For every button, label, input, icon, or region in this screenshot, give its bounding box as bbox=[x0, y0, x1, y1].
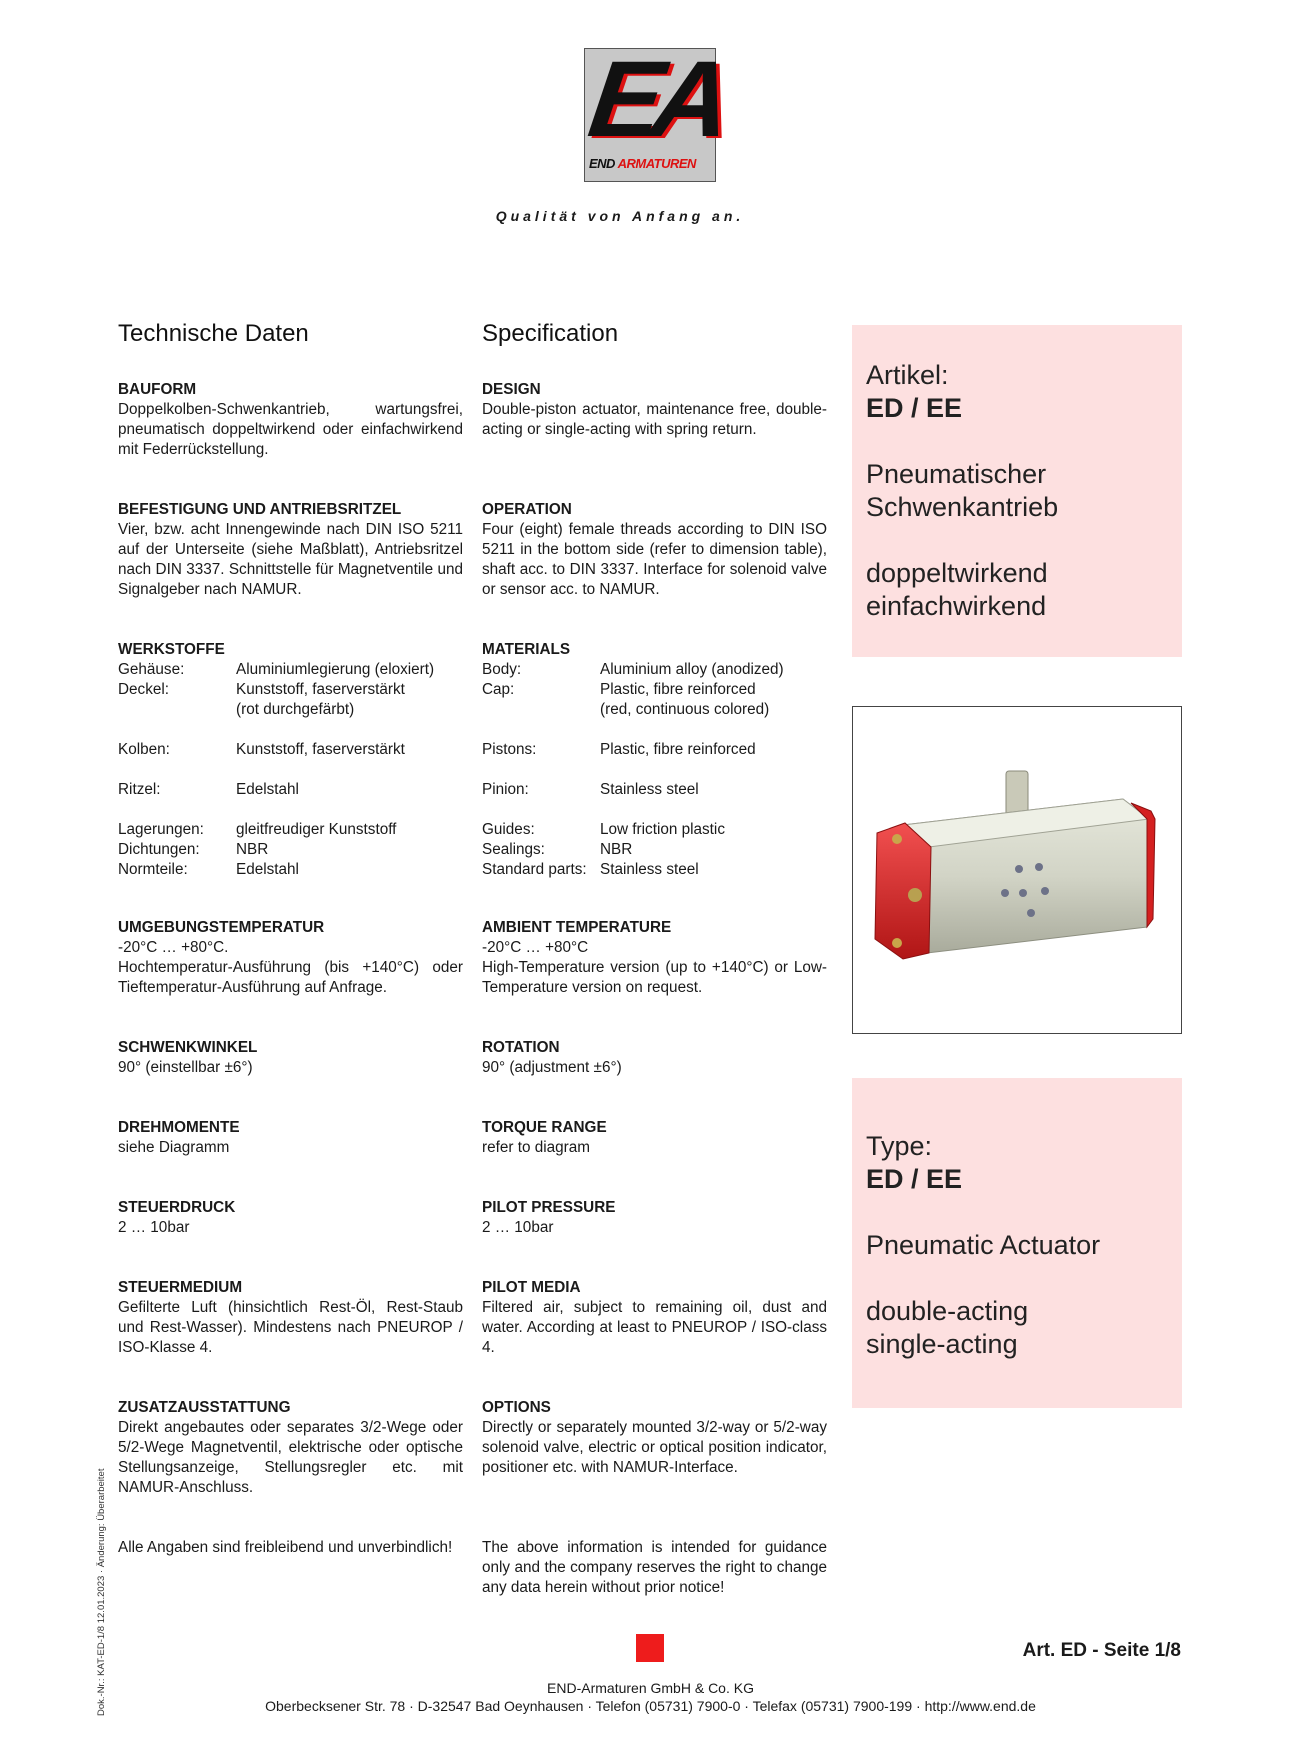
material-row: Lagerungen: gleitfreudiger Kunststoff bbox=[118, 821, 397, 838]
product-name: Pneumatic Actuator bbox=[866, 1230, 1101, 1260]
temp-range: -20°C … +80°C bbox=[482, 939, 589, 956]
disclaimer-de: Alle Angaben sind freibleibend und unverbindlich! bbox=[118, 1539, 453, 1556]
section-text: 2 … 10bar bbox=[482, 1219, 554, 1236]
section-design-en bbox=[482, 380, 827, 440]
section-temperature-de bbox=[118, 918, 463, 998]
section-operation-de bbox=[118, 500, 463, 600]
logo-letters: EA bbox=[582, 38, 730, 159]
section-torque-de bbox=[118, 1118, 463, 1158]
material-row: Ritzel: Edelstahl bbox=[118, 781, 299, 798]
company-logo bbox=[582, 38, 730, 182]
section-title: ROTATION bbox=[482, 1039, 560, 1056]
material-row: Body: Aluminium alloy (anodized) bbox=[482, 661, 784, 678]
article-label: Artikel: bbox=[866, 360, 949, 390]
document-number: Dok.-Nr.: KAT-ED-1/8 12.01.2023 · Änderung: Überarbeitet bbox=[96, 1468, 107, 1716]
page-info: Art. ED - Seite 1/8 bbox=[1022, 1640, 1181, 1661]
section-title: UMGEBUNGSTEMPERATUR bbox=[118, 919, 325, 936]
section-design-de bbox=[118, 380, 463, 460]
section-pressure-de bbox=[118, 1198, 463, 1238]
actuator-illustration bbox=[853, 707, 1181, 1033]
material-row: Pinion: Stainless steel bbox=[482, 781, 699, 798]
section-materials-en bbox=[482, 640, 827, 880]
type-label: Type: bbox=[866, 1131, 933, 1161]
section-text: 90° (adjustment ±6°) bbox=[482, 1059, 622, 1076]
section-text: Hochtemperatur-Ausführung (bis +140°C) oder Tieftemperatur-Ausführung auf Anfrage. bbox=[118, 959, 463, 996]
section-text: Gefilterte Luft (hinsichtlich Rest-Öl, Rest-Staub und Rest-Wasser). Mindestens nach PNEUROP / ISO-Klasse 4. bbox=[118, 1299, 463, 1356]
section-text: Directly or separately mounted 3/2-way or 5/2-way solenoid valve, electric or optical position indicator, positioner etc. with NAMUR-Interface. bbox=[482, 1419, 827, 1476]
material-row: (red, continuous colored) bbox=[600, 701, 770, 718]
type-model: ED / EE bbox=[866, 1164, 963, 1194]
product-image bbox=[852, 706, 1182, 1034]
section-rotation-de bbox=[118, 1038, 463, 1078]
tagline: Qualität von Anfang an. bbox=[495, 208, 745, 224]
material-row: Sealings: NBR bbox=[482, 841, 633, 858]
section-text: Doppelkolben-Schwenkantrieb, wartungsfrei, pneumatisch doppeltwirkend oder einfachwirkend mit Federrückstellung. bbox=[118, 401, 463, 458]
material-row: Guides: Low friction plastic bbox=[482, 821, 725, 838]
section-temperature-en bbox=[482, 918, 827, 998]
section-pressure-en bbox=[482, 1198, 827, 1238]
section-title: OPERATION bbox=[482, 501, 572, 518]
heading-en: Specification bbox=[482, 320, 619, 347]
section-title: SCHWENKWINKEL bbox=[118, 1039, 258, 1056]
mode-double: double-acting bbox=[866, 1296, 1029, 1326]
material-row: Deckel: Kunststoff, faserverstärkt bbox=[118, 681, 405, 698]
section-title: AMBIENT TEMPERATURE bbox=[482, 919, 672, 936]
section-text: Filtered air, subject to remaining oil, dust and water. According at least to PNEUROP / ISO-class 4. bbox=[482, 1299, 827, 1356]
section-options-en bbox=[482, 1398, 827, 1478]
section-text: Four (eight) female threads according to DIN ISO 5211 in the bottom side (refer to dimension table), shaft acc. to DIN 3337. Interface for solenoid valve or sensor acc. to NAMUR. bbox=[482, 521, 827, 598]
section-text: Double-piston actuator, maintenance free, double-acting or single-acting with spring return. bbox=[482, 401, 827, 438]
section-text: 90° (einstellbar ±6°) bbox=[118, 1059, 253, 1076]
section-materials-de bbox=[118, 640, 463, 880]
section-title: DREHMOMENTE bbox=[118, 1119, 240, 1136]
logo-brand-end: END bbox=[589, 156, 615, 171]
section-media-en bbox=[482, 1278, 827, 1358]
material-row: Dichtungen: NBR bbox=[118, 841, 269, 858]
product-name-line1: Pneumatischer bbox=[866, 459, 1047, 489]
section-title: BEFESTIGUNG UND ANTRIEBSRITZEL bbox=[118, 501, 402, 518]
company-name: END-Armaturen GmbH & Co. KG bbox=[547, 1680, 754, 1696]
material-row: Cap: Plastic, fibre reinforced bbox=[482, 681, 756, 698]
section-rotation-en bbox=[482, 1038, 827, 1078]
section-title: BAUFORM bbox=[118, 381, 197, 398]
section-title: ZUSATZAUSSTATTUNG bbox=[118, 1399, 291, 1416]
logo-brand bbox=[589, 156, 696, 171]
material-row: Pistons: Plastic, fibre reinforced bbox=[482, 741, 756, 758]
section-text: siehe Diagramm bbox=[118, 1139, 230, 1156]
material-row: Standard parts: Stainless steel bbox=[482, 861, 699, 878]
section-title: STEUERMEDIUM bbox=[118, 1279, 243, 1296]
section-title: PILOT MEDIA bbox=[482, 1279, 581, 1296]
material-row: Gehäuse: Aluminiumlegierung (eloxiert) bbox=[118, 661, 435, 678]
material-row: (rot durchgefärbt) bbox=[236, 701, 355, 718]
article-box-en bbox=[852, 1078, 1182, 1408]
section-media-de bbox=[118, 1278, 463, 1358]
product-name-line2: Schwenkantrieb bbox=[866, 492, 1059, 522]
section-title: MATERIALS bbox=[482, 641, 571, 658]
section-title: OPTIONS bbox=[482, 1399, 551, 1416]
disclaimer-en: The above information is intended for guidance only and the company reserves the right to change any data herein without prior notice! bbox=[482, 1539, 827, 1596]
article-box-de bbox=[852, 325, 1182, 657]
mode-single: einfachwirkend bbox=[866, 591, 1047, 621]
company-address: Oberbecksener Str. 78 · D-32547 Bad Oeynhausen · Telefon (05731) 7900-0 · Telefax (05731) 7900-199 · http://www.end.de bbox=[265, 1698, 1036, 1714]
red-square-mark bbox=[636, 1634, 664, 1662]
section-title: WERKSTOFFE bbox=[118, 641, 225, 658]
section-title: DESIGN bbox=[482, 381, 541, 398]
heading-de: Technische Daten bbox=[118, 320, 309, 347]
article-model: ED / EE bbox=[866, 393, 963, 423]
section-text: refer to diagram bbox=[482, 1139, 590, 1156]
material-row: Kolben: Kunststoff, faserverstärkt bbox=[118, 741, 405, 758]
section-title: TORQUE RANGE bbox=[482, 1119, 607, 1136]
section-title: STEUERDRUCK bbox=[118, 1199, 236, 1216]
section-options-de bbox=[118, 1398, 463, 1498]
section-text: Direkt angebautes oder separates 3/2-Wege oder 5/2-Wege Magnetventil, elektrische oder optische Stellungsanzeige, Stellungsregler etc. mit NAMUR-Anschluss. bbox=[118, 1419, 463, 1496]
section-operation-en bbox=[482, 500, 827, 600]
section-text: 2 … 10bar bbox=[118, 1219, 190, 1236]
section-text: High-Temperature version (up to +140°C) or Low-Temperature version on request. bbox=[482, 959, 827, 996]
section-torque-en bbox=[482, 1118, 827, 1158]
mode-single: single-acting bbox=[866, 1329, 1018, 1359]
temp-range: -20°C … +80°C. bbox=[118, 939, 229, 956]
section-title: PILOT PRESSURE bbox=[482, 1199, 616, 1216]
mode-double: doppeltwirkend bbox=[866, 558, 1048, 588]
section-text: Vier, bzw. acht Innengewinde nach DIN ISO 5211 auf der Unterseite (siehe Maßblatt), Antriebsritzel nach DIN 3337. Schnittstelle für Magnetventile und Signalgeber nach NAMUR. bbox=[118, 521, 463, 598]
logo-brand-armaturen: ARMATUREN bbox=[617, 156, 696, 171]
material-row: Normteile: Edelstahl bbox=[118, 861, 299, 878]
